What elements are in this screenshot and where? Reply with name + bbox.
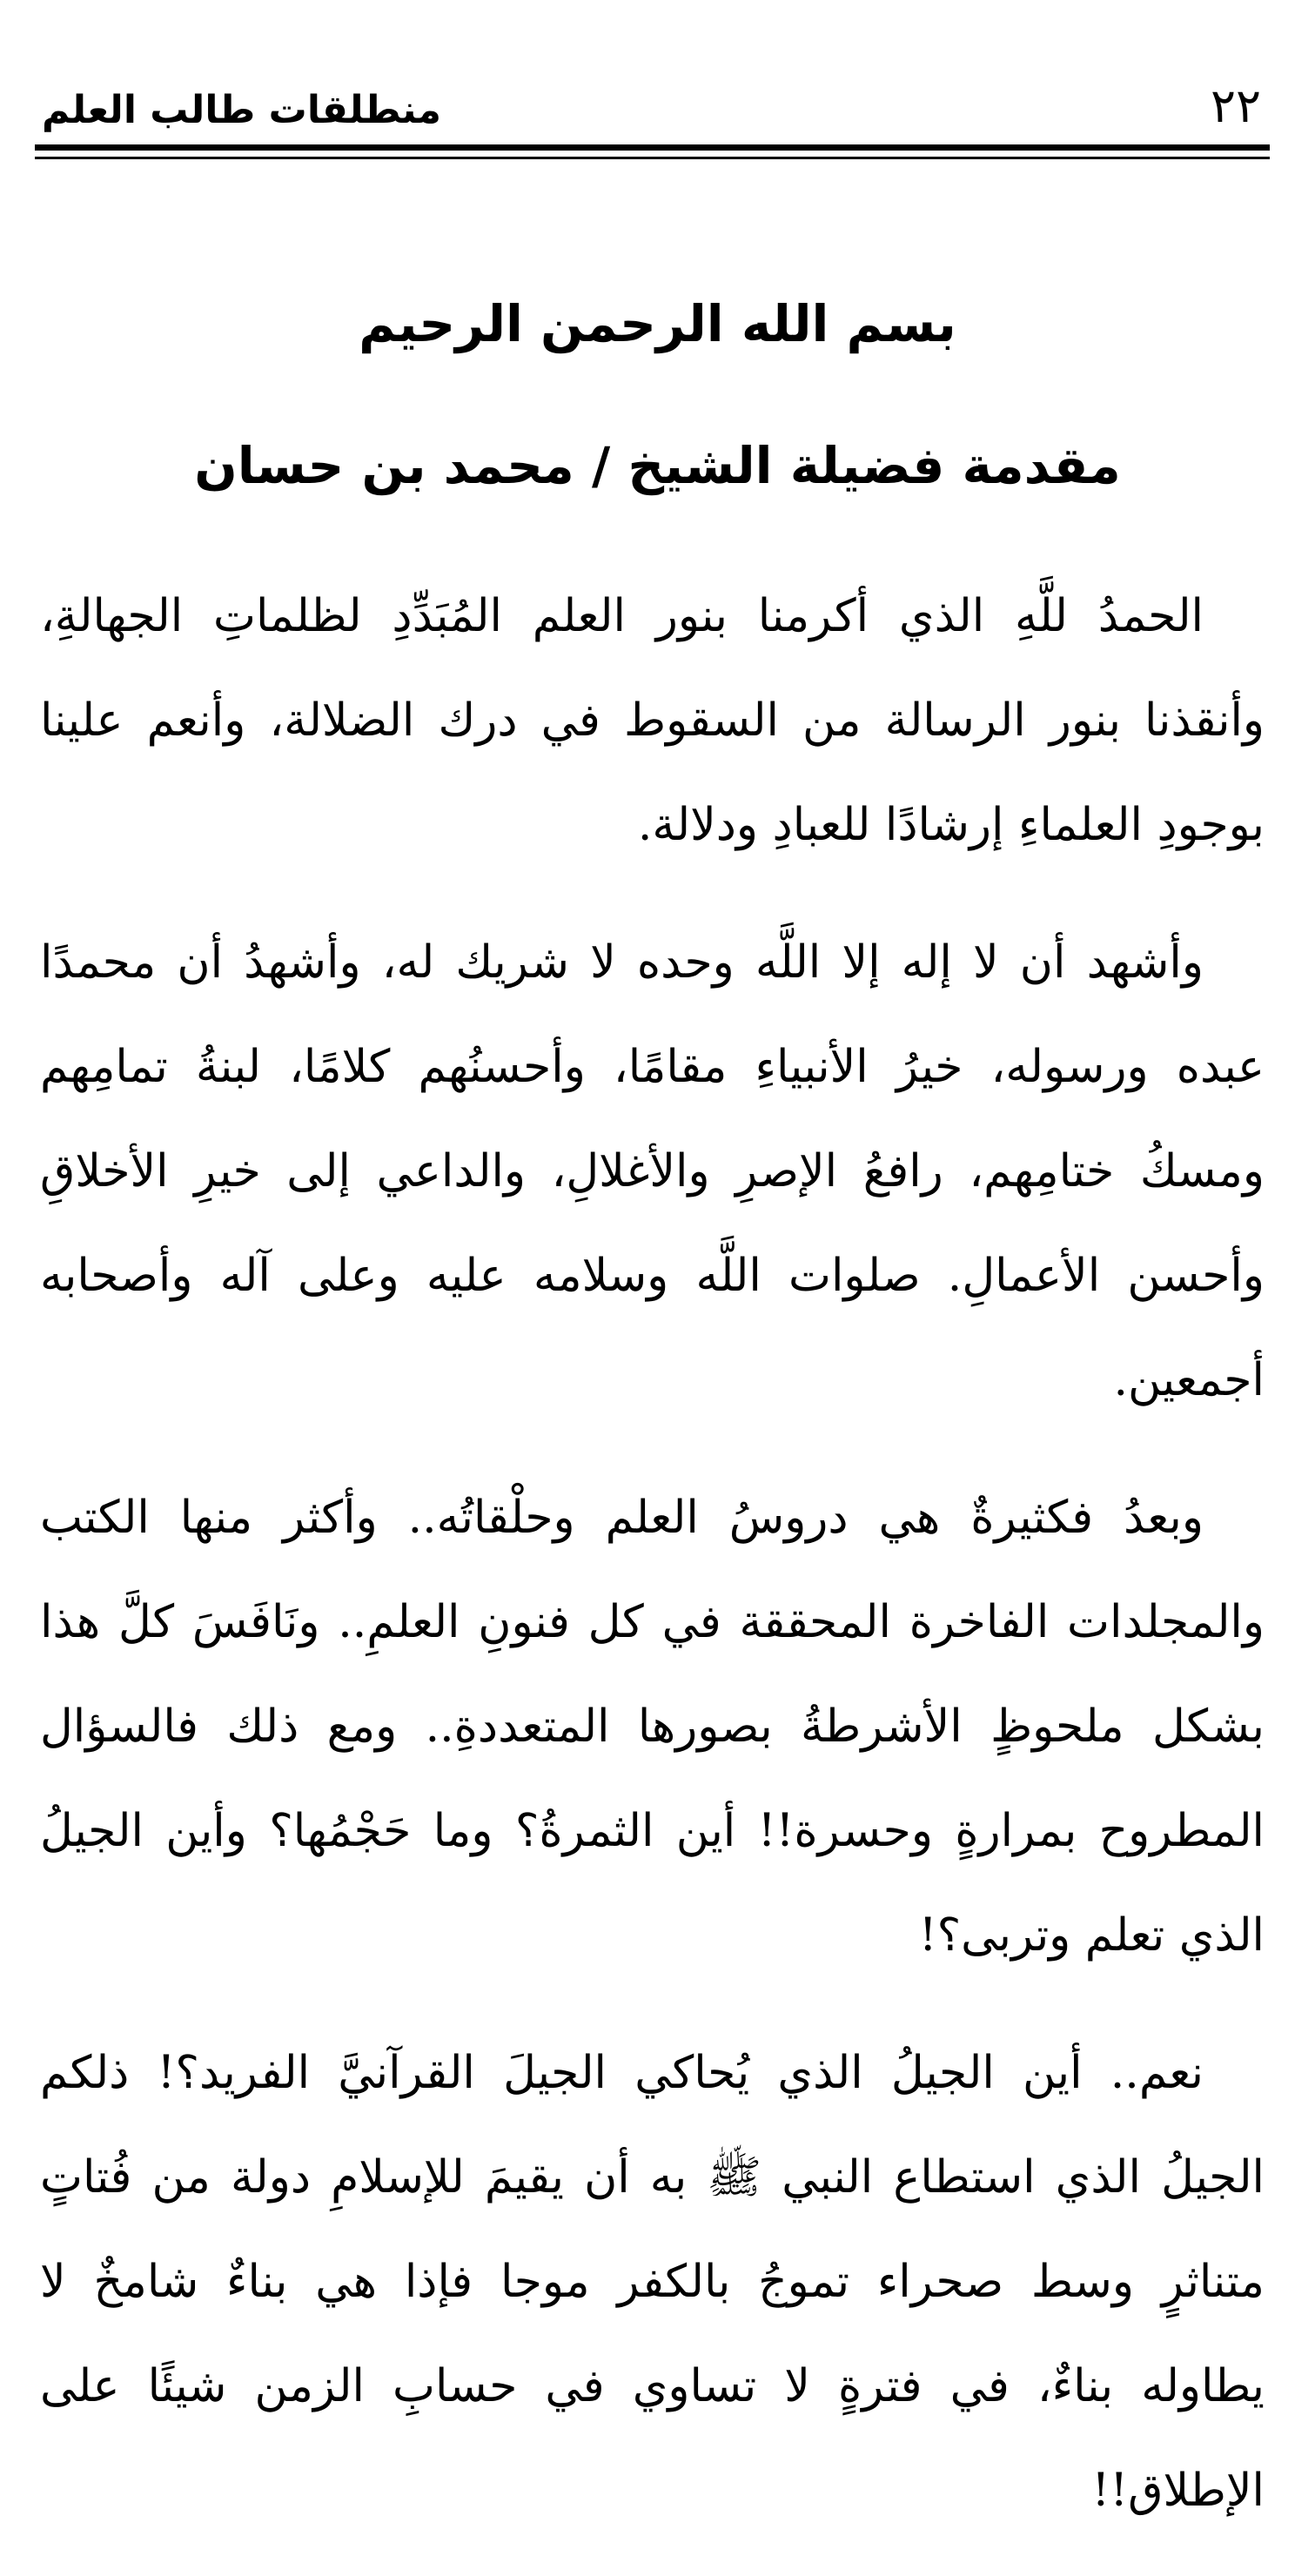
body-text xyxy=(40,564,1265,2576)
paragraph: الحمدُ للَّهِ الذي أكرمنا بنور العلم المُبَدِّدِ لظلماتِ الجهالةِ، وأنقذنا بنور الرسالة من السقوط في درك الضلالة، وأنعم علينا بوجودِ العلماءِ إرشادًا للعبادِ ودلالة. xyxy=(40,590,1265,851)
header-rule-thin xyxy=(35,157,1270,159)
running-title: منطلقات طالب العلم xyxy=(42,88,442,132)
header-rule-thick xyxy=(35,144,1270,151)
paragraph: وأشهد أن لا إله إلا اللَّه وحده لا شريك له، وأشهدُ أن محمدًا عبده ورسوله، خيرُ الأنبياءِ مقامًا، وأحسنُهم كلامًا، لبنةُ تمامِهم ومسكُ ختامِهم، رافعُ الإصرِ والأغلالِ، والداعي إلى خيرِ الأخلاقِ وأحسن الأعمالِ. صلوات اللَّه وسلامه عليه وعلى آله وأصحابه أجمعين. xyxy=(40,936,1265,1406)
page-number: ٢٢ xyxy=(1210,78,1261,133)
page-header xyxy=(35,75,1270,136)
paragraph: نعم.. أين الجيلُ الذي يُحاكي الجيلَ القرآنيَّ الفريد؟! ذلكم الجيلُ الذي استطاع النبي ﷺ به أن يقيمَ للإسلامِ دولة من فُتاتٍ متناثرٍ وسط صحراء تموجُ بالكفر موجا فإذا هي بناءٌ شامخٌ لا يطاوله بناءٌ، في فترةٍ لا تساوي في حسابِ الزمن شيئًا على الإطلاق!! xyxy=(40,2047,1265,2517)
section-title: مقدمة فضيلة الشيخ / محمد بن حسان xyxy=(194,436,1121,495)
paragraph: وبعدُ فكثيرةٌ هي دروسُ العلم وحلْقاتُه.. وأكثر منها الكتب والمجلدات الفاخرة المحققة في كل فنونِ العلمِ.. ونَافَسَ كلَّ هذا بشكل ملحوظٍ الأشرطةُ بصورها المتعددةِ.. ومع ذلك فالسؤال المطروح بمرارةٍ وحسرة!! أين الثمرةُ؟ وما حَجْمُها؟ وأين الجيلُ الذي تعلم وتربى؟! xyxy=(40,1492,1265,1962)
basmala: بسم الله الرحمن الرحيم xyxy=(359,294,956,353)
